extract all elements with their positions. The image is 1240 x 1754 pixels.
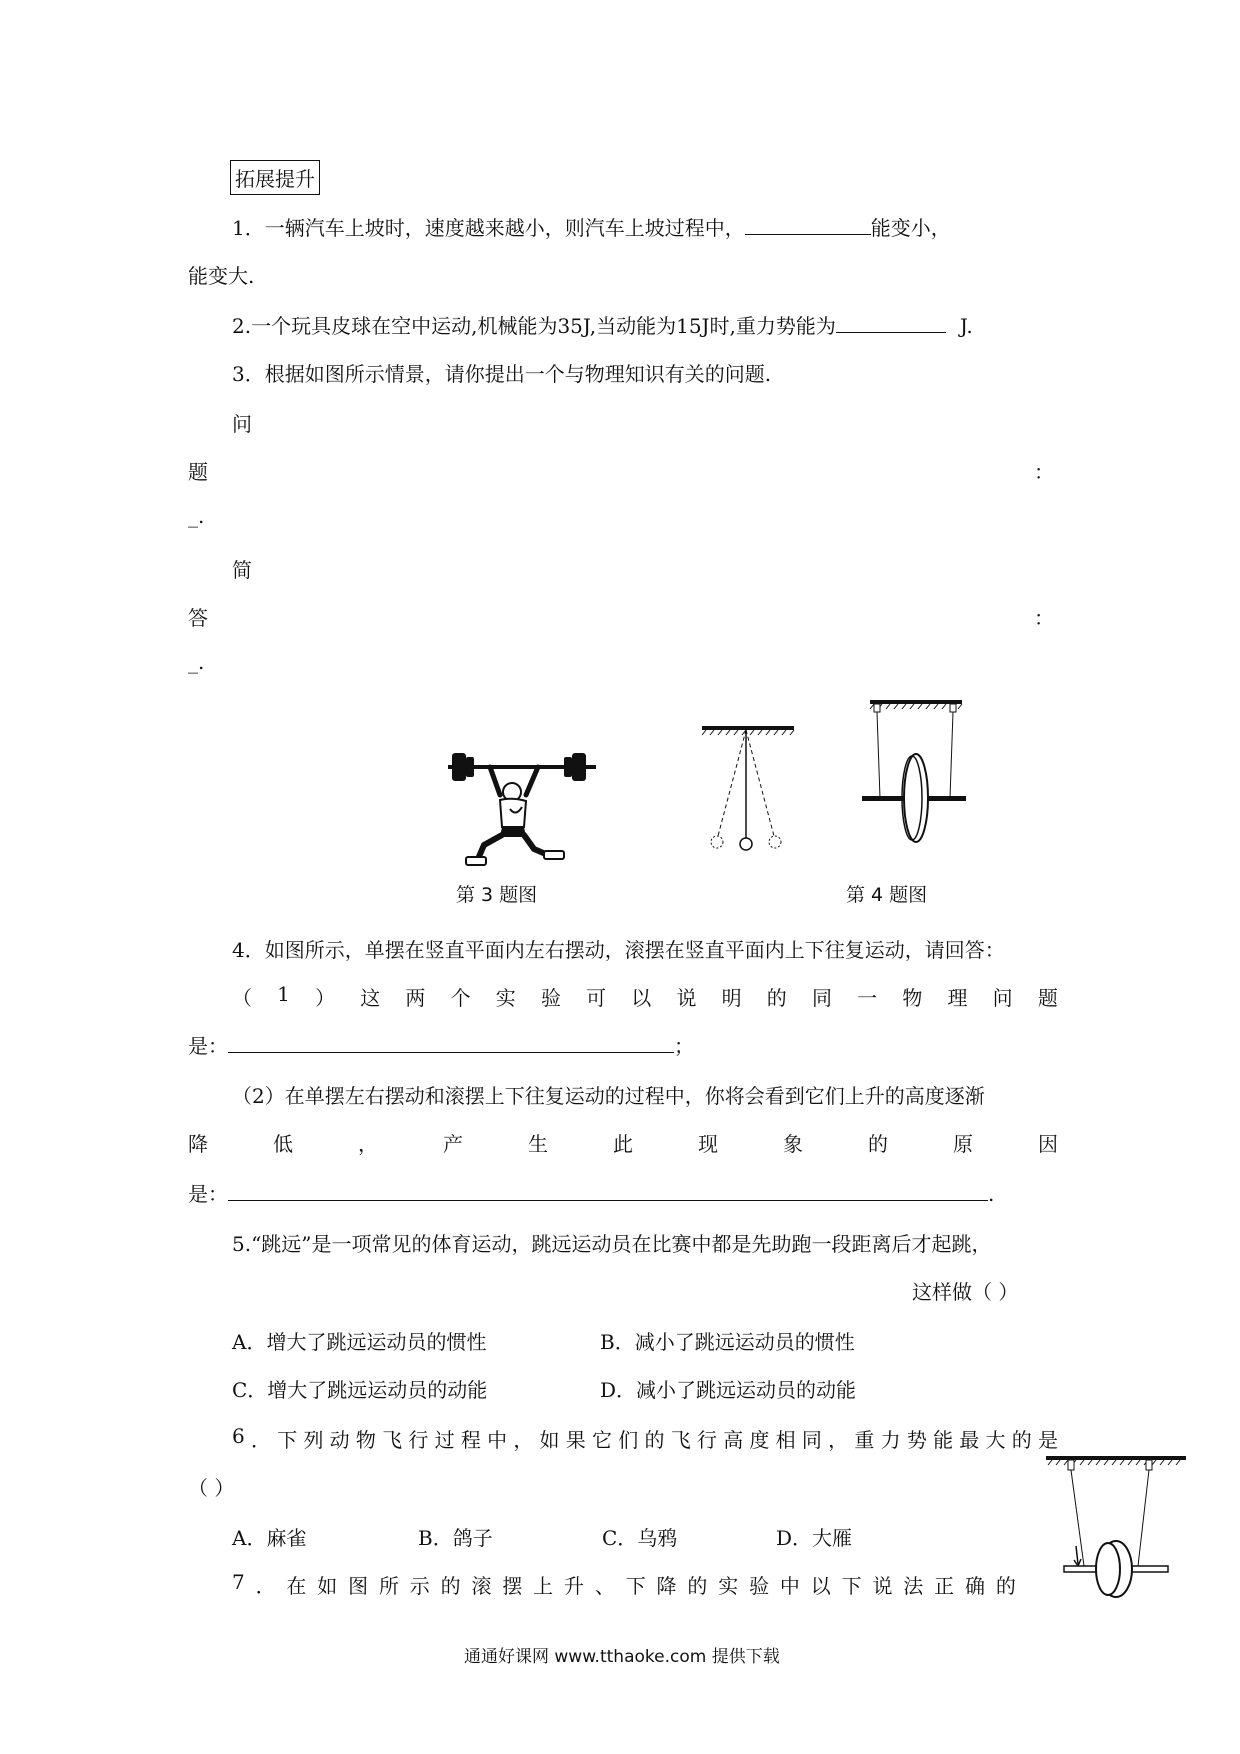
q4-p1-char: ） — [315, 986, 336, 1010]
q5-option-d[interactable]: D．减小了跳远运动员的动能 — [600, 1378, 857, 1402]
q3-colon-1: ： — [1034, 460, 1054, 484]
q3-da: 答 — [188, 606, 208, 630]
q5-option-b[interactable]: B．减小了跳远运动员的惯性 — [600, 1330, 855, 1354]
q6-char: 飞 — [382, 1428, 403, 1452]
question-4: 4．如图所示，单摆在竖直平面内左右摆动，滚摆在竖直平面内上下往复运动，请回答： — [232, 938, 1005, 962]
q5-option-a[interactable]: A．增大了跳远运动员的惯性 — [232, 1330, 487, 1354]
q1-suffix: 能变小， — [870, 216, 951, 240]
q6-char: 势 — [906, 1428, 927, 1452]
q4-p1-char: 可 — [586, 986, 607, 1010]
q5-option-c[interactable]: C．增大了跳远运动员的动能 — [232, 1378, 488, 1402]
q6-char: 最 — [959, 1428, 980, 1452]
q6-char: 飞 — [670, 1428, 691, 1452]
q7-char: 法 — [903, 1574, 924, 1598]
q4-p1-char: 实 — [495, 986, 516, 1010]
q4-p1-blank[interactable] — [228, 1032, 674, 1053]
weightlifter-figure — [430, 745, 610, 870]
q6-char: 度 — [749, 1428, 770, 1452]
q6-char: 如 — [539, 1428, 560, 1452]
q4-p1-char: （ — [232, 986, 252, 1010]
q4-p2-char: 因 — [1038, 1132, 1058, 1156]
q2-suffix: J. — [959, 314, 973, 338]
q4-p2-suffix: . — [988, 1182, 995, 1206]
q6-char: 大 — [985, 1428, 1006, 1452]
q1-prefix: 1．一辆汽车上坡时，速度越来越小，则汽车上坡过程中， — [232, 216, 745, 240]
q6-char: 同 — [801, 1428, 822, 1452]
q4-p1-char: 理 — [947, 986, 968, 1010]
q6-option-b[interactable]: B．鸽子 — [418, 1526, 493, 1550]
q4-p1-char: 物 — [902, 986, 923, 1010]
q6-char: 行 — [408, 1428, 429, 1452]
q4-p1-char: 的 — [766, 986, 787, 1010]
q3-answer-mark-2[interactable]: _. — [188, 650, 205, 674]
q6-char: 6 — [232, 1424, 245, 1448]
q6-char: 动 — [329, 1428, 350, 1452]
q7-char: 验 — [749, 1574, 770, 1598]
q4-part2-answer — [188, 1178, 994, 1207]
q4-p1-char: 同 — [811, 986, 832, 1010]
q7-char: 正 — [934, 1574, 955, 1598]
q7-char: 实 — [718, 1574, 739, 1598]
q4-p1-char: 明 — [721, 986, 742, 1010]
q4-p1-char: 验 — [540, 986, 561, 1010]
q4-p2-char: 原 — [953, 1132, 973, 1156]
q7-char: 、 — [594, 1574, 615, 1598]
footer-text: 通通好课网 www.tthaoke.com 提供下载 — [464, 1647, 780, 1667]
question-5: 5.“跳远”是一项常见的体育运动，跳远运动员在比赛中都是先助跑一段距离后才起跳， — [232, 1232, 992, 1256]
q7-char: 示 — [409, 1574, 430, 1598]
q4-p1-prefix: 是： — [188, 1034, 228, 1058]
question-3: 3．根据如图所示情景，请你提出一个与物理知识有关的问题. — [232, 362, 772, 386]
q6-char: 的 — [1011, 1428, 1032, 1452]
question-2 — [232, 310, 973, 339]
question-1 — [232, 212, 951, 241]
figure-3-caption: 第 3 题图 — [456, 884, 538, 906]
q4-p2-char: 此 — [613, 1132, 633, 1156]
q7-char: 下 — [625, 1574, 646, 1598]
q6-char: 果 — [565, 1428, 586, 1452]
q3-ti: 题 — [188, 460, 208, 484]
q6-char: 下 — [277, 1428, 298, 1452]
q7-char: 摆 — [502, 1574, 523, 1598]
q4-part2-line1: （2）在单摆左右摆动和滚摆上下往复运动的过程中，你将会看到它们上升的高度逐渐 — [232, 1084, 985, 1108]
q7-char: 降 — [656, 1574, 677, 1598]
q6-char: 中 — [487, 1428, 508, 1452]
q7-char: 升 — [564, 1574, 585, 1598]
q6-option-c[interactable]: C．乌鸦 — [602, 1526, 678, 1550]
q4-part1-line — [232, 982, 1058, 1011]
q6-char: ， — [828, 1428, 849, 1452]
maxwell-wheel-q7-figure — [1046, 1456, 1186, 1606]
q6-char: 物 — [355, 1428, 376, 1452]
q4-p2-char: 降 — [188, 1132, 208, 1156]
question-6 — [232, 1424, 1058, 1453]
q6-char: 行 — [696, 1428, 717, 1452]
q6-char: 相 — [775, 1428, 796, 1452]
q4-p1-char: 一 — [857, 986, 878, 1010]
q4-p1-char: 这 — [360, 986, 381, 1010]
q7-char: 的 — [687, 1574, 708, 1598]
q6-paren: （ ） — [188, 1476, 235, 1500]
q6-option-a[interactable]: A．麻雀 — [232, 1526, 307, 1550]
q4-p2-char: 生 — [528, 1132, 548, 1156]
q4-p1-char: 个 — [450, 986, 471, 1010]
q3-jian: 简 — [232, 558, 252, 582]
q1-line2: 能变大. — [188, 264, 255, 288]
q7-char: 滚 — [471, 1574, 492, 1598]
q7-char: 确 — [964, 1574, 985, 1598]
figure-4-caption: 第 4 题图 — [846, 884, 928, 906]
q7-char: 所 — [378, 1574, 399, 1598]
q6-char: 程 — [460, 1428, 481, 1452]
q7-char: 说 — [872, 1574, 893, 1598]
q4-p1-char: 两 — [405, 986, 426, 1010]
q7-char: 7 — [232, 1570, 245, 1594]
q7-char: 中 — [779, 1574, 800, 1598]
q4-p2-char: ， — [358, 1132, 378, 1156]
q2-blank[interactable] — [836, 312, 946, 333]
q3-answer-mark-1[interactable]: _. — [188, 504, 205, 528]
q6-char: 们 — [618, 1428, 639, 1452]
q6-char: 列 — [303, 1428, 324, 1452]
q4-p2-char: 现 — [698, 1132, 718, 1156]
q7-char: ． — [255, 1574, 276, 1598]
maxwell-wheel-figure — [858, 700, 968, 860]
q4-part1-answer — [188, 1030, 694, 1059]
q6-char: ， — [513, 1428, 534, 1452]
simple-pendulum-figure — [698, 726, 798, 856]
q6-char: ． — [250, 1428, 271, 1452]
q4-p1-char: 问 — [992, 986, 1013, 1010]
q4-p2-char: 的 — [868, 1132, 888, 1156]
q4-p1-char: 说 — [676, 986, 697, 1010]
q4-part2-line2 — [188, 1128, 1058, 1157]
q4-p1-char: 以 — [631, 986, 652, 1010]
q7-char: 上 — [533, 1574, 554, 1598]
q6-char: 它 — [592, 1428, 613, 1452]
q6-char: 过 — [434, 1428, 455, 1452]
q6-option-d[interactable]: D．大雁 — [776, 1526, 853, 1550]
q7-char: 图 — [348, 1574, 369, 1598]
q6-char: 能 — [933, 1428, 954, 1452]
section-label: 拓展提升 — [230, 160, 320, 195]
q3-wen: 问 — [232, 412, 252, 436]
q4-p1-suffix: ； — [674, 1034, 694, 1058]
q4-p2-char: 低 — [273, 1132, 293, 1156]
q7-char: 下 — [841, 1574, 862, 1598]
q3-colon-2: ： — [1034, 606, 1054, 630]
q7-char: 如 — [317, 1574, 338, 1598]
q7-char: 的 — [995, 1574, 1016, 1598]
q6-char: 力 — [880, 1428, 901, 1452]
q4-p2-prefix: 是： — [188, 1182, 228, 1206]
q1-blank[interactable] — [745, 214, 871, 235]
question-7 — [232, 1570, 1016, 1599]
q4-p2-blank[interactable] — [228, 1180, 988, 1201]
q7-char: 以 — [810, 1574, 831, 1598]
q6-char: 高 — [723, 1428, 744, 1452]
q4-p2-char: 产 — [443, 1132, 463, 1156]
q6-char: 是 — [1038, 1428, 1058, 1452]
q2-prefix: 2.一个玩具皮球在空中运动,机械能为35J,当动能为15J时,重力势能为 — [232, 314, 836, 338]
q6-char: 重 — [854, 1428, 875, 1452]
q6-char: 的 — [644, 1428, 665, 1452]
q5-line2: 这样做（ ） — [912, 1280, 1019, 1304]
q7-char: 的 — [440, 1574, 461, 1598]
q4-p2-char: 象 — [783, 1132, 803, 1156]
q4-p1-char: 题 — [1037, 986, 1058, 1010]
q4-p1-char: 1 — [277, 982, 290, 1006]
q7-char: 在 — [286, 1574, 307, 1598]
